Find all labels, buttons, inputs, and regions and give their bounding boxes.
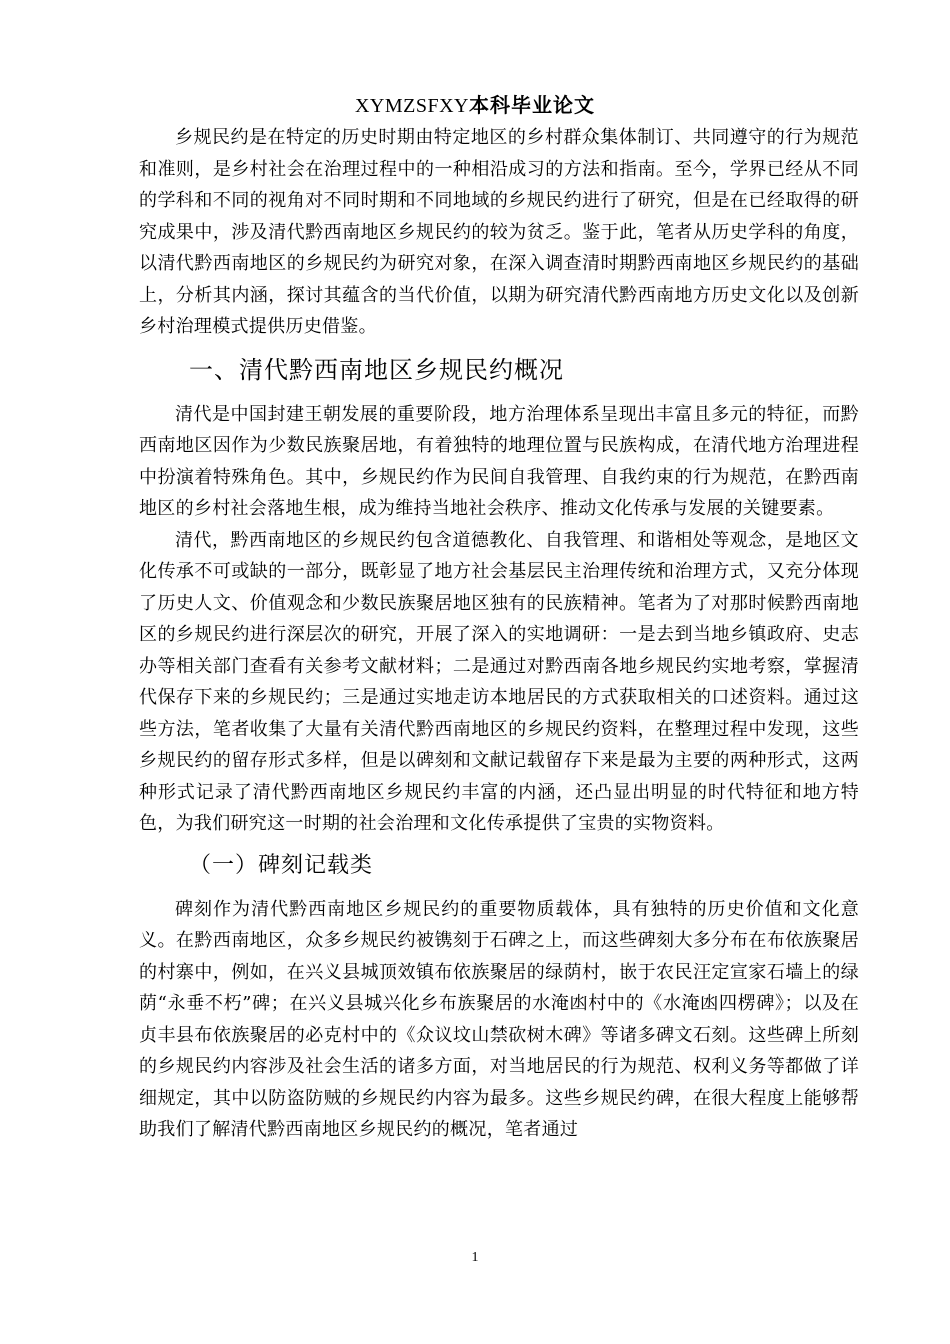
body-content	[139, 122, 859, 1146]
header-code: XYMZSFXY	[354, 95, 470, 117]
section-heading: 一、清代黔西南地区乡规民约概况	[189, 355, 564, 384]
running-header	[0, 92, 950, 119]
subsection-paragraph-1: 碑刻作为清代黔西南地区乡规民约的重要物质载体，具有独特的历史价值和文化意义。在黔西南地区，众多乡规民约被镌刻于石碑之上，而这些碑刻大多分布在布依族聚居的村寨中，例如，在兴义县城顶效镇布依族聚居的绿荫村，嵌于农民汪定宣家石墙上的绿荫“永垂不朽”碑；在兴义县城兴化乡布族聚居的水淹凼村中的《水淹凼四楞碑》；以及在贞丰县布依族聚居的必克村中的《众议坟山禁砍树木碑》等诸多碑文石刻。这些碑上所刻的乡规民约内容涉及社会生活的诸多方面，对当地居民的行为规范、权利义务等都做了详细规定，其中以防盗防贼的乡规民约内容为最多。这些乡规民约碑，在很大程度上能够帮助我们了解清代黔西南地区乡规民约的概况，笔者通过	[139, 898, 859, 1140]
section-paragraph-2: 清代，黔西南地区的乡规民约包含道德教化、自我管理、和谐相处等观念，是地区文化传承不可或缺的一部分，既彰显了地方社会基层民主治理传统和治理方式，又充分体现了历史人文、价值观念和少数民族聚居地区独有的民族精神。笔者为了对那时候黔西南地区的乡规民约进行深层次的研究，开展了深入的实地调研：一是去到当地乡镇政府、史志办等相关部门查看有关参考文献材料；二是通过对黔西南各地乡规民约实地考察，掌握清代保存下来的乡规民约；三是通过实地走访本地居民的方式获取相关的口述资料。通过这些方法，笔者收集了大量有关清代黔西南地区的乡规民约资料，在整理过程中发现，这些乡规民约的留存形式多样，但是以碑刻和文献记载留存下来是最为主要的两种形式，这两种形式记录了清代黔西南地区乡规民约丰富的内涵，还凸显出明显的时代特征和地方特色，为我们研究这一时期的社会治理和文化传承提供了宝贵的实物资料。	[139, 529, 859, 834]
section-paragraph-1: 清代是中国封建王朝发展的重要阶段，地方治理体系呈现出丰富且多元的特征，而黔西南地区因作为少数民族聚居地，有着独特的地理位置与民族构成，在清代地方治理进程中扮演着特殊角色。其中，乡规民约作为民间自我管理、自我约束的行为规范，在黔西南地区的乡村社会落地生根，成为维持当地社会秩序、推动文化传承与发展的关键要素。	[139, 403, 859, 519]
intro-paragraph: 乡规民约是在特定的历史时期由特定地区的乡村群众集体制订、共同遵守的行为规范和准则，是乡村社会在治理过程中的一种相沿成习的方法和指南。至今，学界已经从不同的学科和不同的视角对不同时期和不同地域的乡规民约进行了研究，但是在已经取得的研究成果中，涉及清代黔西南地区乡规民约的较为贫乏。鉴于此，笔者从历史学科的角度，以清代黔西南地区的乡规民约为研究对象，在深入调查清时期黔西南地区乡规民约的基础上，分析其内涵，探讨其蕴含的当代价值，以期为研究清代黔西南地方历史文化以及创新乡村治理模式提供历史借鉴。	[139, 127, 859, 337]
subsection-heading: （一）碑刻记载类	[189, 852, 374, 878]
page-number: 1	[471, 1250, 479, 1265]
header-title: 本科毕业论文	[469, 93, 596, 117]
